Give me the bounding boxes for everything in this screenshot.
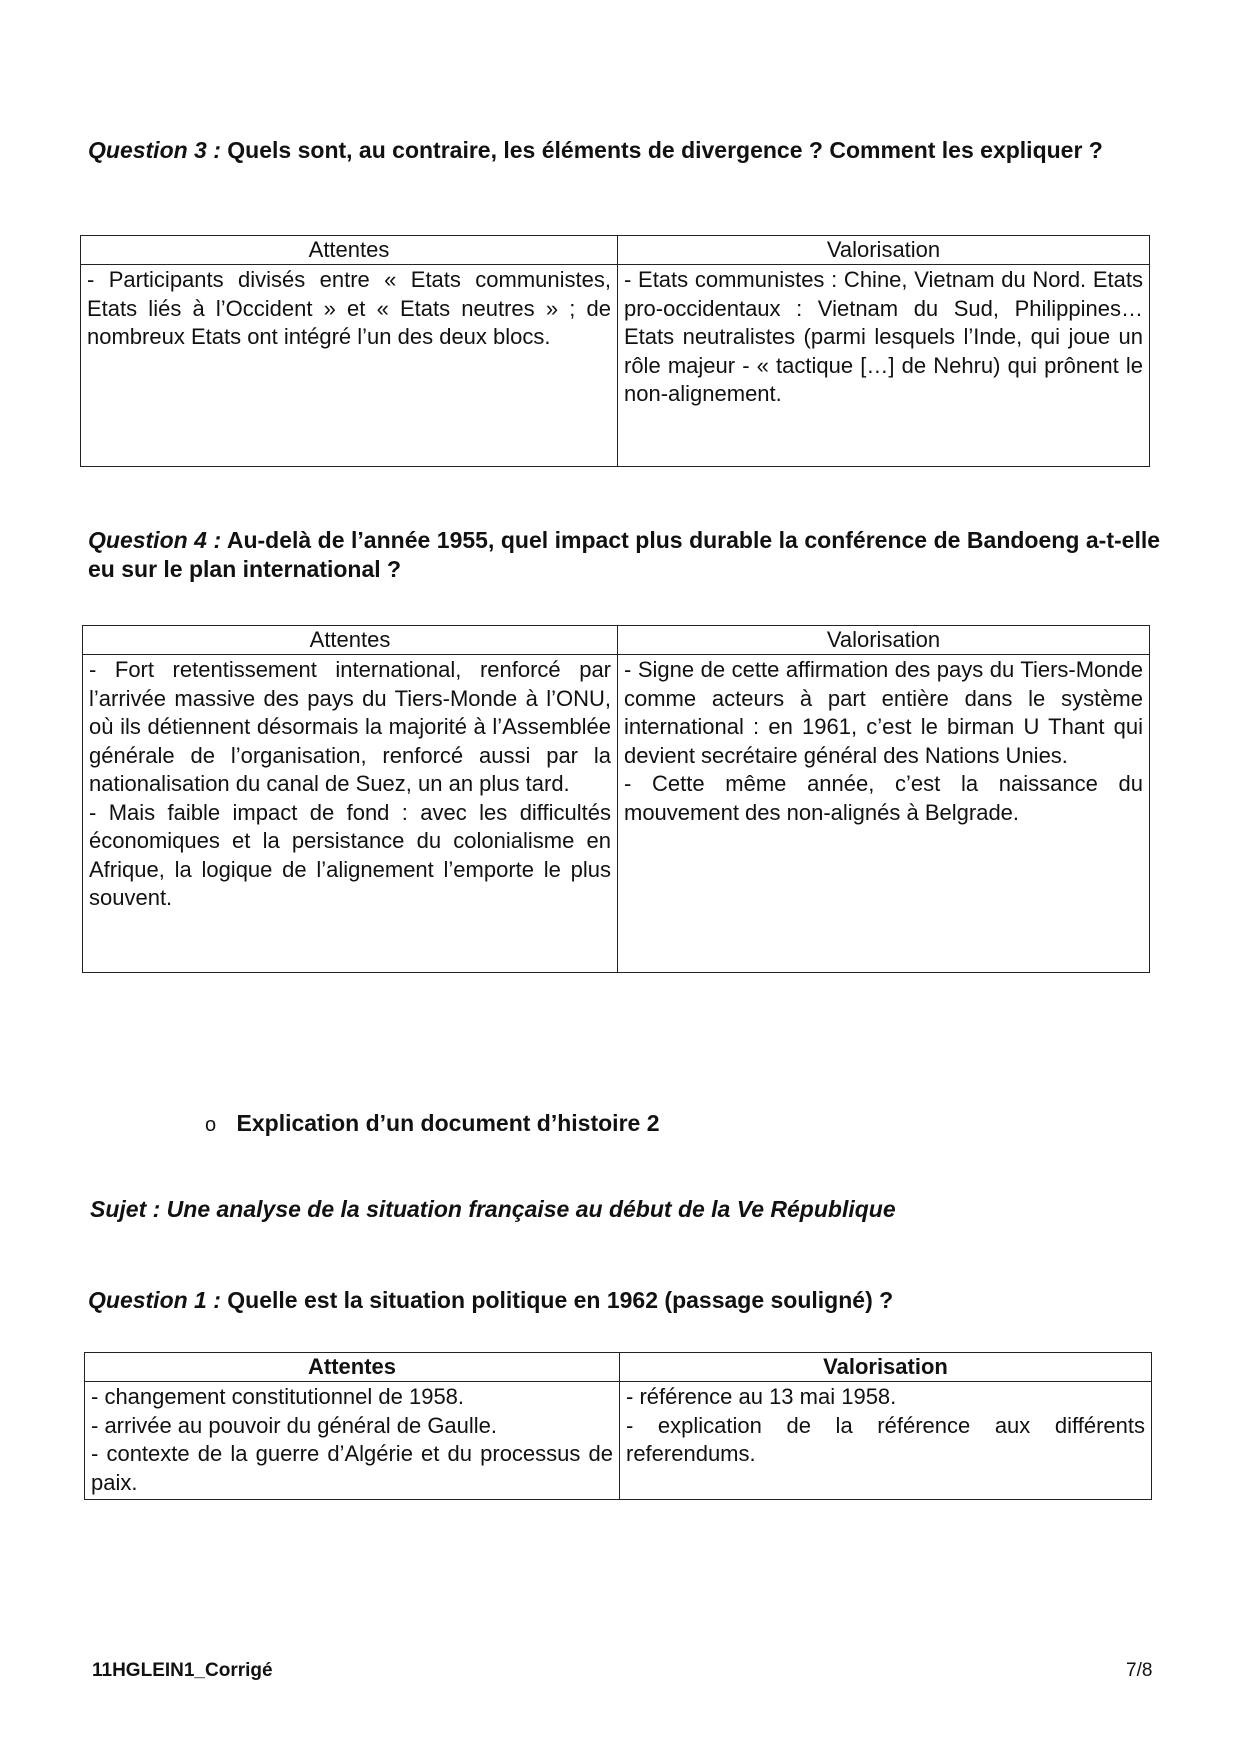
header-valorisation: Valorisation: [620, 1353, 1152, 1382]
attentes-cell: [83, 655, 618, 973]
table-question-1: [84, 1352, 1152, 1500]
header-valorisation: Valorisation: [618, 626, 1150, 655]
valorisation-item: - explication de la référence aux différents referendums.: [626, 1412, 1145, 1466]
circle-bullet-icon: o: [205, 1114, 217, 1136]
section-title: Explication d’un document d’histoire 2: [236, 1110, 660, 1136]
section-heading: [205, 1110, 660, 1137]
attentes-cell: [85, 1382, 620, 1500]
question-4: [88, 526, 1160, 584]
question-1-text: Quelle est la situation politique en 1962 (passage souligné) ?: [227, 1287, 894, 1313]
valorisation-cell: [618, 265, 1150, 467]
document-code: 11HGLEIN1_Corrigé: [92, 1660, 273, 1681]
sujet: Sujet : Une analyse de la situation française au début de la Ve République: [90, 1196, 896, 1222]
question-4-label: Question 4 :: [88, 527, 222, 553]
header-attentes: Attentes: [83, 626, 618, 655]
question-3-label: Question 3 :: [88, 137, 221, 163]
attentes-item: - arrivée au pouvoir du général de Gaulle.: [91, 1412, 498, 1438]
attentes-item: - contexte de la guerre d’Algérie et du processus de paix.: [91, 1441, 613, 1495]
attentes-item: - Participants divisés entre « Etats communistes, Etats liés à l’Occident » et « Etats neutres » ; de nombreux Etats ont intégré l’un des deux blocs.: [87, 267, 611, 349]
question-1-label: Question 1 :: [88, 1287, 221, 1313]
valorisation-item: - Signe de cette affirmation des pays du Tiers-Monde comme acteurs à part entière dans le système international : en 1961, c’est le birman U Thant qui devient secrétaire général des Nations Unies.: [624, 657, 1143, 768]
question-3-text: Quels sont, au contraire, les éléments de divergence ? Comment les expliquer ?: [227, 137, 1103, 163]
table-question-3: [80, 235, 1150, 467]
header-valorisation: Valorisation: [618, 236, 1150, 265]
valorisation-cell: [618, 655, 1150, 973]
attentes-item: - Fort retentissement international, renforcé par l’arrivée massive des pays du Tiers-Monde à l’ONU, où ils détiennent désormais la majorité à l’Assemblée générale de l’organisation, renforcé aussi par la nationalisation du canal de Suez, un an plus tard.: [89, 657, 611, 796]
table-question-4: [82, 625, 1150, 973]
attentes-item: - changement constitutionnel de 1958.: [91, 1384, 465, 1409]
attentes-item: - Mais faible impact de fond : avec les difficultés économiques et la persistance du colonialisme en Afrique, la logique de l’alignement l’emporte le plus souvent.: [89, 799, 611, 910]
valorisation-item: - Cette même année, c’est la naissance du mouvement des non-alignés à Belgrade.: [624, 771, 1143, 825]
page-number: 7/8: [1126, 1660, 1153, 1681]
valorisation-cell: [620, 1382, 1152, 1500]
valorisation-item: - Etats communistes : Chine, Vietnam du Nord. Etats pro-occidentaux : Vietnam du Sud, Philippines… Etats neutralistes (parmi lesquels l’Inde, qui joue un rôle majeur - « tactique […] de Nehru) qui prônent le non-alignement.: [624, 267, 1143, 406]
attentes-cell: [81, 265, 618, 467]
header-attentes: Attentes: [85, 1353, 620, 1382]
valorisation-item: - référence au 13 mai 1958.: [626, 1384, 897, 1409]
question-4-text: Au-delà de l’année 1955, quel impact plus durable la conférence de Bandoeng a-t-elle eu sur le plan international ?: [88, 527, 1161, 582]
question-3: [88, 136, 1160, 165]
header-attentes: Attentes: [81, 236, 618, 265]
question-1: [88, 1286, 1160, 1315]
